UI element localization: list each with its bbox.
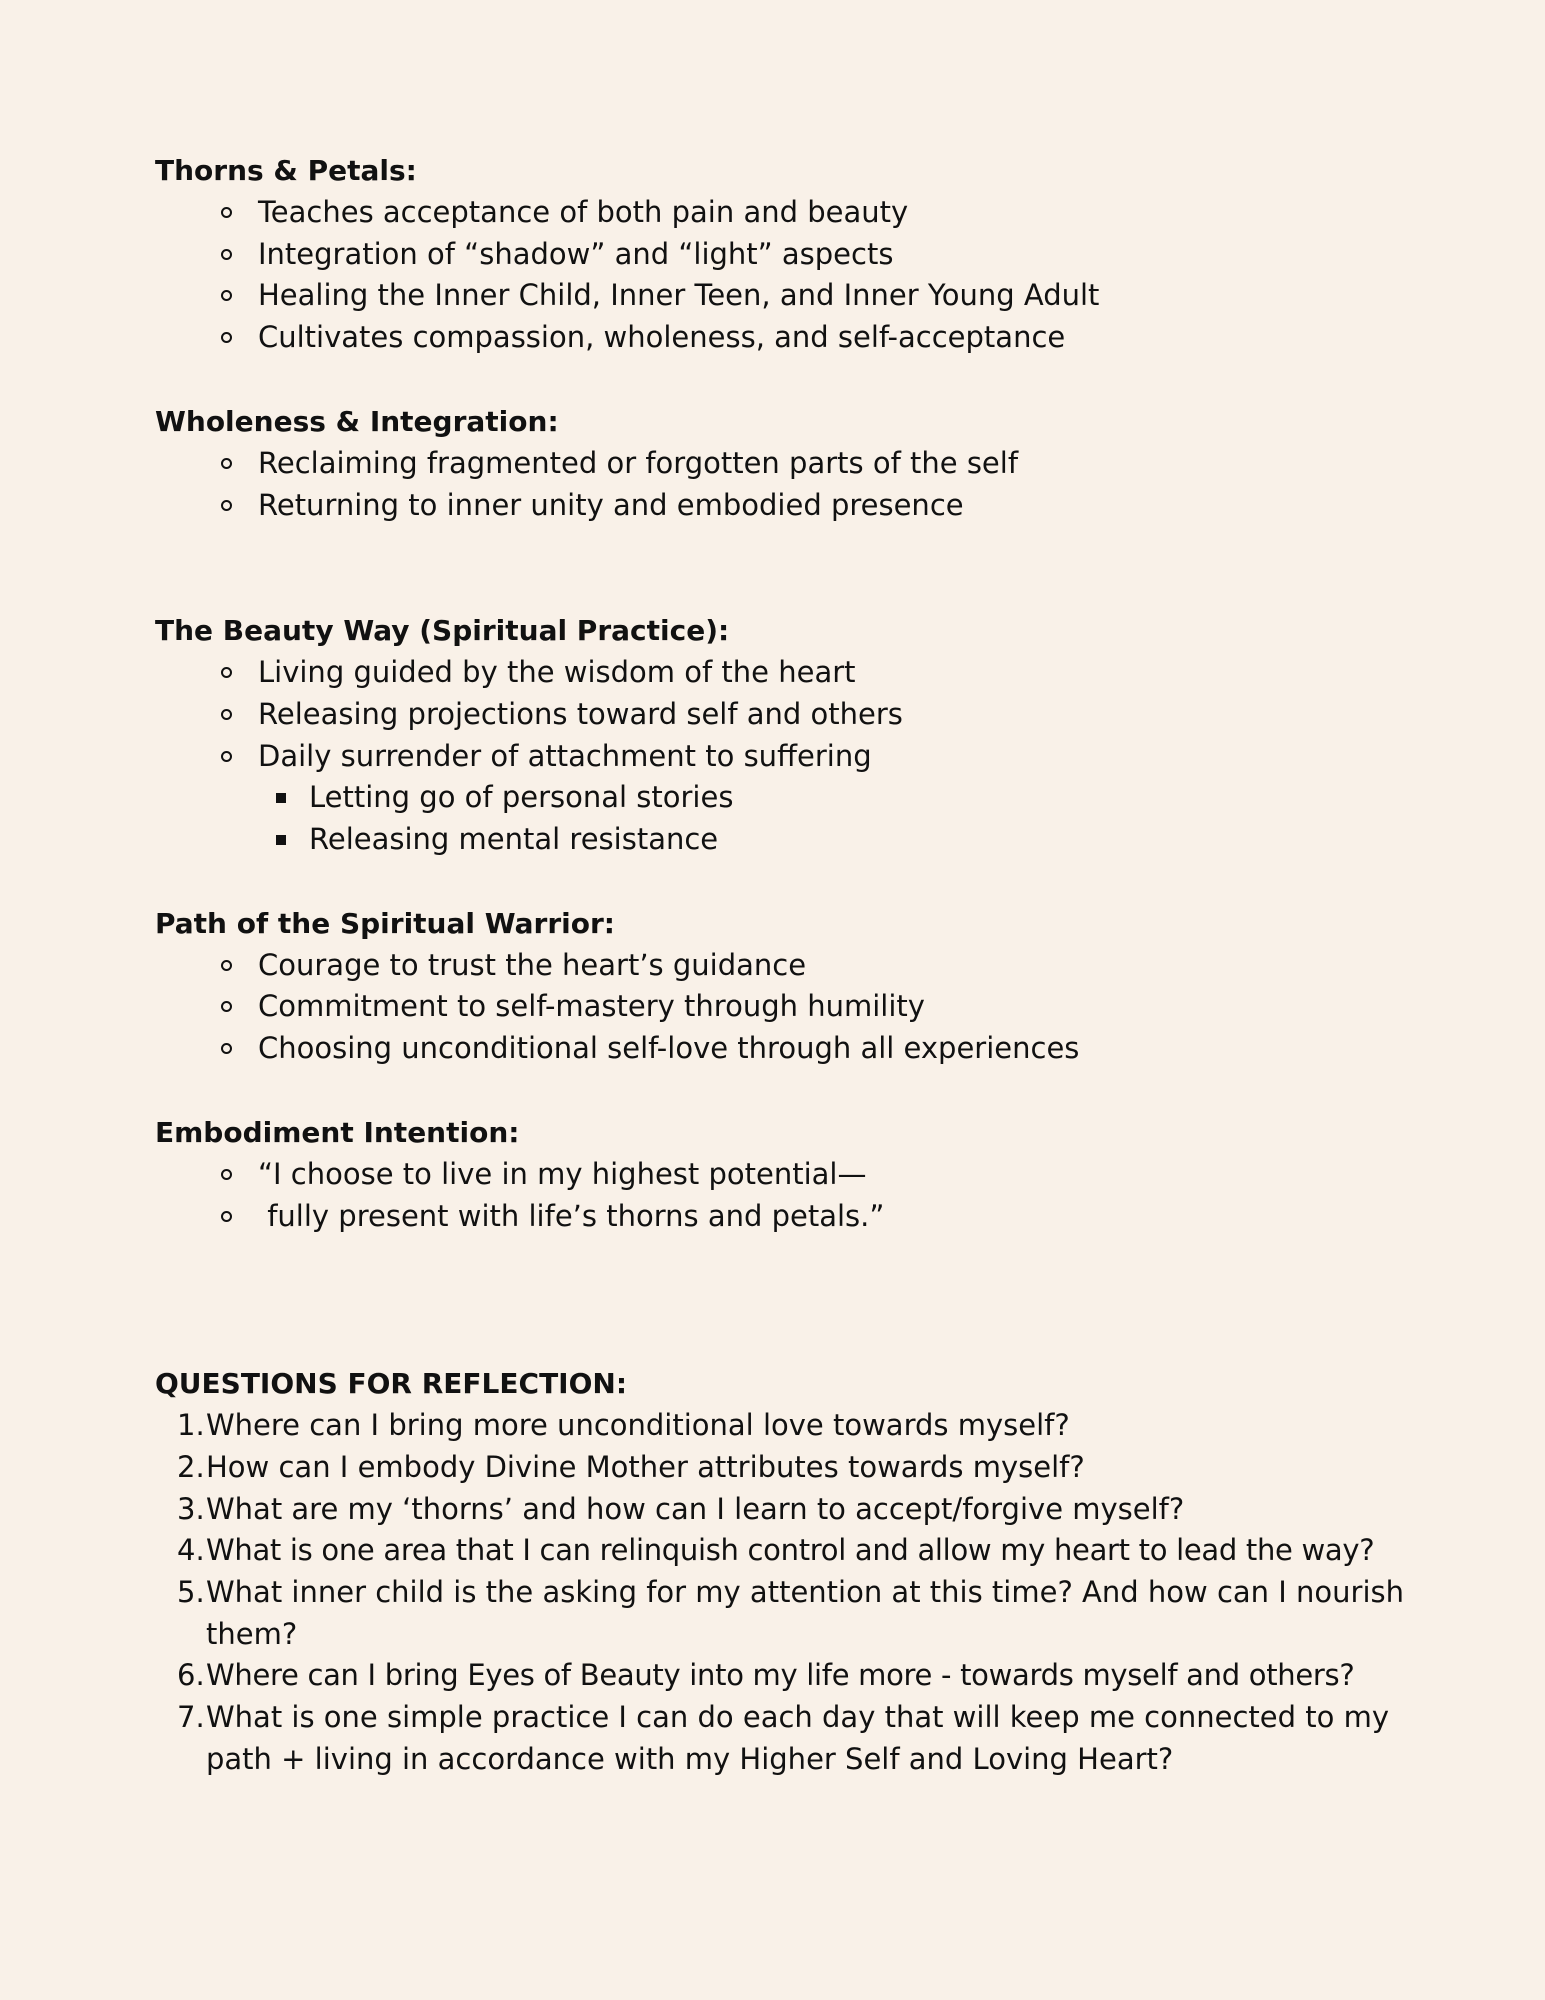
question-number: 4.	[177, 1533, 205, 1568]
sub-list-item: Releasing mental resistance	[155, 819, 1405, 861]
question-text: Where can I bring more unconditional love towards myself?	[206, 1408, 1070, 1443]
section-heading: Embodiment Intention:	[155, 1115, 520, 1149]
question-text: What inner child is the asking for my attention at this time? And how can I nourish them?	[206, 1575, 1405, 1651]
questions-heading: QUESTIONS FOR REFLECTION:	[155, 1367, 628, 1401]
sub-list-item: Letting go of personal stories	[155, 777, 1405, 819]
list-item: Courage to trust the heart’s guidance	[155, 945, 1405, 987]
list-item: Commitment to self-mastery through humility	[155, 986, 1405, 1028]
list-item: “I choose to live in my highest potential—	[155, 1154, 1405, 1196]
question-number: 6.	[177, 1658, 205, 1693]
bullet-list	[155, 945, 1405, 1070]
question-text: What is one area that I can relinquish control and allow my heart to lead the way?	[206, 1533, 1375, 1568]
section-heading: Path of the Spiritual Warrior:	[155, 906, 615, 940]
section-heading: Wholeness & Integration:	[155, 404, 559, 438]
question-number: 3.	[177, 1491, 205, 1526]
question-item	[155, 1489, 1405, 1531]
section-beauty-way	[155, 610, 1405, 861]
list-item: Integration of “shadow” and “light” aspects	[155, 234, 1405, 276]
question-item	[155, 1655, 1405, 1697]
question-number: 5.	[177, 1575, 205, 1610]
question-text: Where can I bring Eyes of Beauty into my life more - towards myself and others?	[206, 1658, 1355, 1693]
numbered-list	[155, 1405, 1405, 1780]
bullet-list	[155, 652, 1405, 861]
section-heading: Thorns & Petals:	[155, 154, 417, 187]
question-number: 1.	[177, 1408, 205, 1443]
bullet-list	[155, 1154, 1405, 1237]
section-heading: The Beauty Way (Spiritual Practice):	[155, 614, 730, 648]
question-item	[155, 1405, 1405, 1447]
list-item: Healing the Inner Child, Inner Teen, and Inner Young Adult	[155, 275, 1405, 317]
question-text: How can I embody Divine Mother attributes towards myself?	[206, 1449, 1085, 1484]
list-item: Choosing unconditional self-love through all experiences	[155, 1028, 1405, 1070]
question-item	[155, 1572, 1405, 1655]
list-item: Releasing projections toward self and others	[155, 694, 1405, 736]
question-number: 7.	[177, 1700, 205, 1735]
section-spiritual-warrior	[155, 903, 1405, 1070]
document-page	[155, 150, 1405, 1781]
list-item: fully present with life’s thorns and petals.”	[155, 1196, 1405, 1238]
question-item	[155, 1447, 1405, 1489]
section-thorns-petals	[155, 150, 1405, 359]
question-text: What are my ‘thorns’ and how can I learn to accept/forgive myself?	[206, 1491, 1185, 1526]
bullet-list	[155, 443, 1405, 526]
list-item: Reclaiming fragmented or forgotten parts of the self	[155, 443, 1405, 485]
list-item: Daily surrender of attachment to suffering	[155, 736, 1405, 778]
section-embodiment-intention	[155, 1112, 1405, 1237]
section-questions	[155, 1363, 1405, 1780]
bullet-list	[155, 192, 1405, 359]
list-item: Cultivates compassion, wholeness, and self-acceptance	[155, 317, 1405, 359]
question-item	[155, 1697, 1405, 1780]
list-item: Returning to inner unity and embodied presence	[155, 485, 1405, 527]
question-item	[155, 1530, 1405, 1572]
list-item: Teaches acceptance of both pain and beauty	[155, 192, 1405, 234]
question-number: 2.	[177, 1449, 205, 1484]
section-wholeness-integration	[155, 401, 1405, 526]
list-item: Living guided by the wisdom of the heart	[155, 652, 1405, 694]
question-text: What is one simple practice I can do each day that will keep me connected to my path + living in accordance with my Higher Self and Loving Heart?	[206, 1700, 1389, 1776]
